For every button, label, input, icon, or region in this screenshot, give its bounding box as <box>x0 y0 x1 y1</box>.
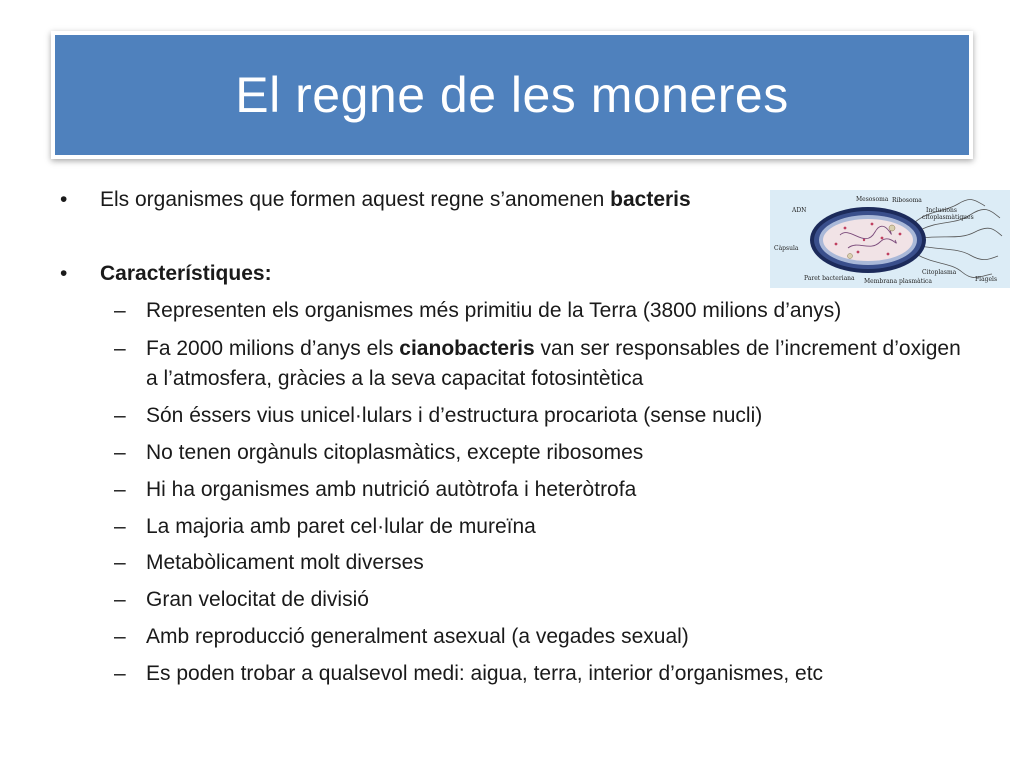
list-item-text: La majoria amb paret cel·lular de mureïna <box>146 515 536 538</box>
label-mesosoma: Mesosoma <box>856 196 889 203</box>
list-item-text: Representen els organismes més primitiu de la Terra (3800 milions d’anys) <box>146 299 842 322</box>
bacterium-diagram <box>770 190 1010 288</box>
list-item-text: van ser responsables de l’increment d’oxigen a l’atmosfera, gràcies a la seva capacitat fotosintètica <box>146 337 961 390</box>
bullet-characteristics-text: Característiques: <box>100 262 272 285</box>
list-item <box>114 475 966 505</box>
bullet-organisms-bold: bacteris <box>610 188 691 211</box>
bullet-organisms-text: Els organismes que formen aquest regne s’anomenen <box>100 188 611 211</box>
list-item <box>114 334 966 394</box>
bullet-dot: • <box>60 262 68 285</box>
bullet-characteristics <box>60 260 272 288</box>
dash-marker: – <box>114 551 126 574</box>
label-ribosoma: Ribosoma <box>892 197 922 204</box>
label-flagels: Flagels <box>975 276 998 283</box>
dash-marker: – <box>114 299 126 322</box>
list-item-text: No tenen orgànuls citoplasmàtics, excepte ribosomes <box>146 441 644 464</box>
list-item-text: Es poden trobar a qualsevol medi: aigua, terra, interior d’organismes, etc <box>146 662 824 685</box>
list-item <box>114 296 966 326</box>
dash-marker: – <box>114 337 126 360</box>
list-item <box>114 548 966 578</box>
bullet-dot: • <box>60 188 68 211</box>
label-membrana: Membrana plasmàtica <box>864 278 932 285</box>
label-inclusions: Inclusions <box>926 207 957 214</box>
label-capsula: Càpsula <box>774 245 799 252</box>
list-item-text: Amb reproducció generalment asexual (a vegades sexual) <box>146 625 689 648</box>
dash-marker: – <box>114 441 126 464</box>
list-item <box>114 401 966 431</box>
list-item <box>114 512 966 542</box>
list-item <box>114 659 966 689</box>
list-item-text: Hi ha organismes amb nutrició autòtrofa i heteròtrofa <box>146 478 637 501</box>
title-banner <box>55 35 969 155</box>
list-item-text: Fa 2000 milions d’anys els <box>146 337 400 360</box>
dash-marker: – <box>114 588 126 611</box>
label-citoplasma: Citoplasma <box>922 269 957 276</box>
dash-marker: – <box>114 662 126 685</box>
bullet-organisms <box>60 186 691 214</box>
label-paret: Paret bacteriana <box>804 275 855 282</box>
dash-marker: – <box>114 478 126 501</box>
label-citoplasmatiques: citoplasmàtiques <box>922 214 974 221</box>
dash-marker: – <box>114 515 126 538</box>
list-item-text: Metabòlicament molt diverses <box>146 551 424 574</box>
list-item-text: Gran velocitat de divisió <box>146 588 369 611</box>
label-adn: ADN <box>792 207 807 214</box>
slide-title: El regne de les moneres <box>235 67 789 123</box>
title-box <box>51 31 973 159</box>
list-item <box>114 585 966 615</box>
list-item-bold: cianobacteris <box>399 337 535 360</box>
dash-marker: – <box>114 404 126 427</box>
list-item <box>114 622 966 652</box>
dash-marker: – <box>114 625 126 648</box>
list-item <box>114 438 966 468</box>
list-item-text: Són éssers vius unicel·lulars i d’estructura procariota (sense nucli) <box>146 404 763 427</box>
